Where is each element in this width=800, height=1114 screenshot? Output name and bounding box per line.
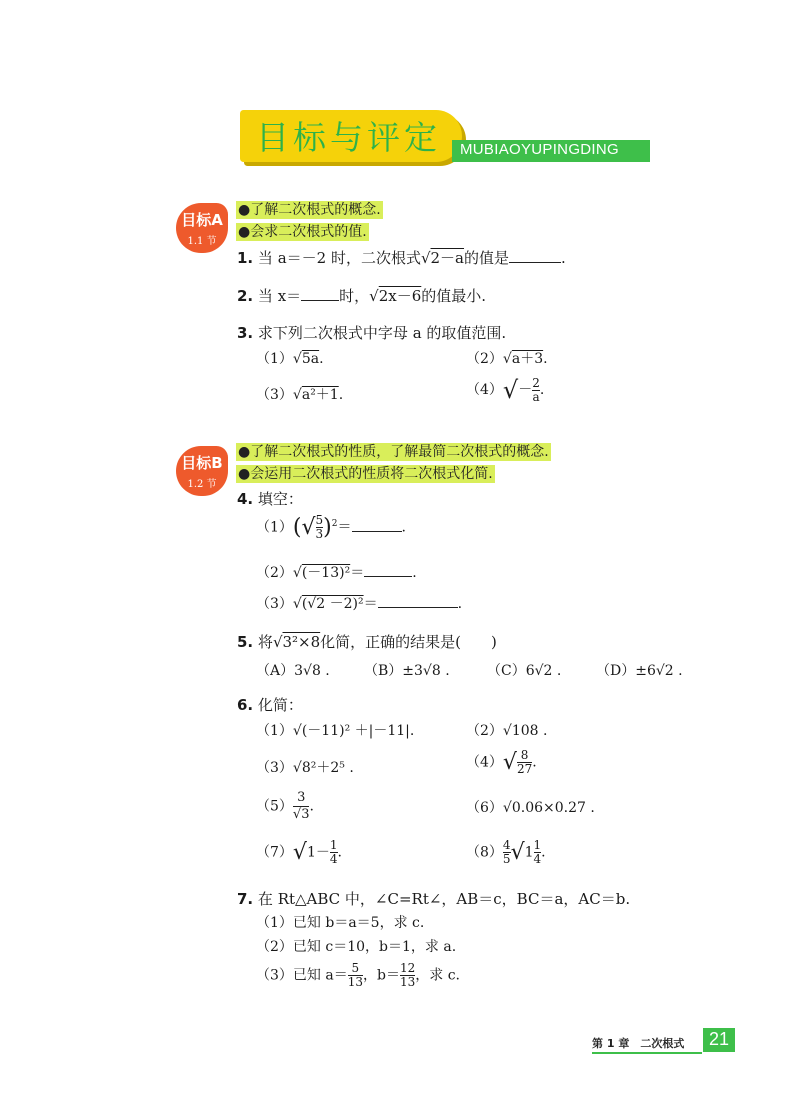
q5-option-c: （C）6√2 . <box>487 663 562 679</box>
q6-part-6: （6）√0.06×0.27 . <box>466 800 595 816</box>
question-3: 3. 求下列二次根式中字母 a 的取值范围. <box>237 324 507 342</box>
q7-part-3: （3）已知 a＝ $\frac{5}{13}$ ，b＝ $\frac{12}{13}$ ，求 c. <box>256 961 460 989</box>
goal-b-section: 1.2 节 <box>187 479 217 490</box>
q6-part-1: （1）√(－11)² ＋|－11|. <box>256 723 415 739</box>
page-number: 21 <box>708 1029 730 1049</box>
question-6: 6. 化简： <box>237 696 303 714</box>
q6-part-4: （4）√ $\frac{8}{27}$ . <box>466 748 537 776</box>
q7-part-2: （2）已知 c＝10，b＝1，求 a. <box>256 939 457 955</box>
goal-a-badge <box>176 203 228 253</box>
q6-part-8: （8） $\frac{4}{5}$ √1 $\frac{1}{4}$ . <box>466 838 546 866</box>
question-2: 2. 当 x＝ 时，√2x－6的值最小. <box>237 287 487 305</box>
q5-option-d: （D）±6√2 . <box>596 663 683 679</box>
question-4: 4. 填空： <box>237 490 303 508</box>
goal-a-item-2: ●会求二次根式的值. <box>238 224 367 240</box>
goal-b-badge <box>176 446 228 496</box>
footer-divider <box>592 1052 702 1054</box>
q4-part-1: （1）(√ $\frac{5}{3}$ )$^2$＝ . <box>256 513 406 541</box>
q3-part-1: （1）√5a. <box>256 351 324 367</box>
goal-b-badge-label: 目标B <box>181 454 223 472</box>
q4-part-3: （3）√(√2 －2)²＝ . <box>256 596 463 612</box>
goal-a-section: 1.1 节 <box>187 236 217 247</box>
goal-a-item-1: ●了解二次根式的概念. <box>238 202 381 218</box>
goal-a-badge-label: 目标A <box>181 211 223 229</box>
q3-part-2: （2）√a＋3. <box>466 351 548 367</box>
goal-b-item-2: ●会运用二次根式的性质将二次根式化简. <box>238 466 493 482</box>
page-title: 目标与评定 <box>256 118 441 157</box>
q6-part-3: （3）√8²＋2⁵ . <box>256 760 354 776</box>
q6-part-5: （5） $\frac{3}{√3}$ . <box>256 790 314 822</box>
question-5: 5. 将√3²×8化简，正确的结果是( ) <box>237 633 497 651</box>
chapter-label: 第 1 章 二次根式 <box>592 1037 685 1050</box>
page-subtitle: MUBIAOYUPINGDING <box>460 141 619 158</box>
q3-part-3: （3）√a²＋1. <box>256 387 344 403</box>
q7-part-1: （1）已知 b＝a＝5，求 c. <box>256 915 425 931</box>
q6-part-7: （7）√1－ $\frac{1}{4}$ . <box>256 838 342 866</box>
question-1: 1. 当 a＝－2 时，二次根式√2－a的值是 . <box>237 249 566 267</box>
goal-b-item-1: ●了解二次根式的性质，了解最简二次根式的概念. <box>238 444 549 460</box>
q5-option-a: （A）3√8 . <box>256 663 330 679</box>
q3-part-4: （4）√－ $\frac{2}{a}$ . <box>466 375 545 404</box>
q6-part-2: （2）√108 . <box>466 723 548 739</box>
question-7: 7. 在 Rt△ABC 中，∠C=Rt∠，AB＝c，BC＝a，AC＝b. <box>237 890 631 908</box>
q4-part-2: （2）√(－13)²＝ . <box>256 565 417 581</box>
q5-option-b: （B）±3√8 . <box>364 663 450 679</box>
